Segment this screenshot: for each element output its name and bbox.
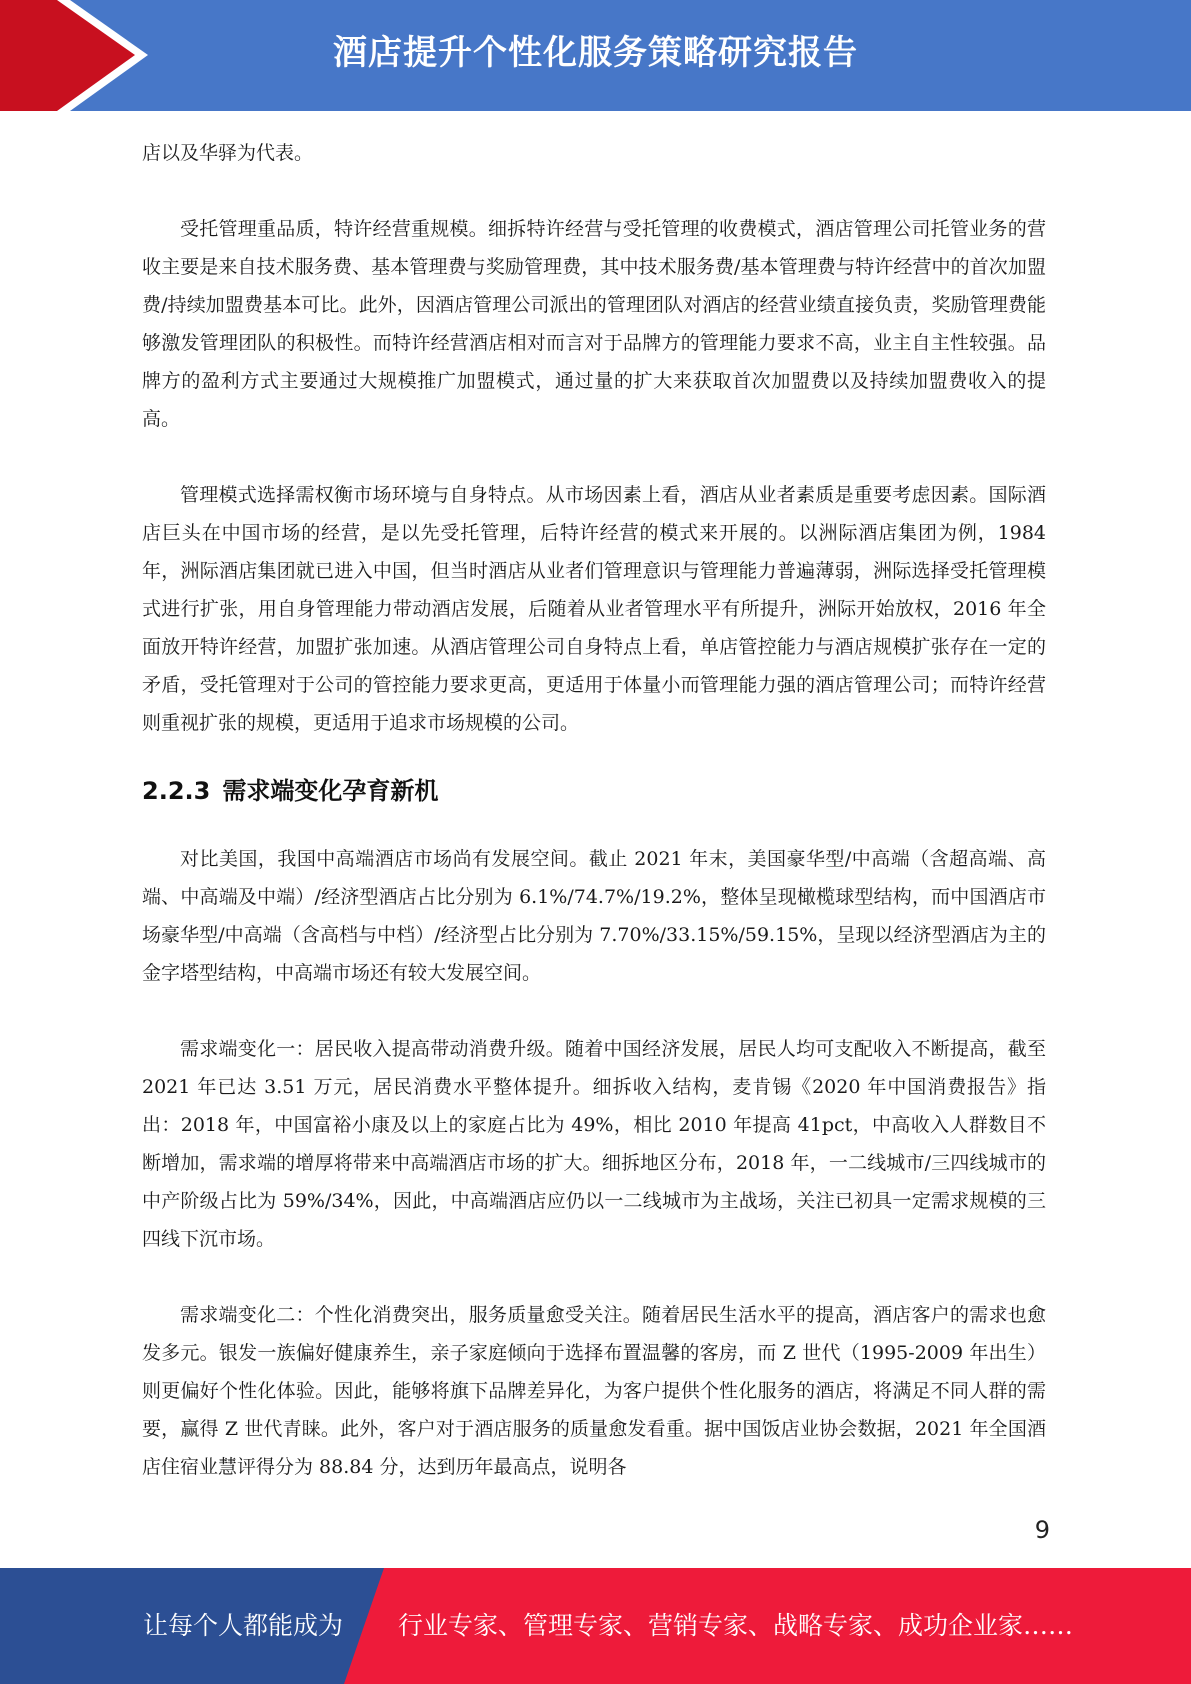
page-content: [142, 134, 1046, 1486]
paragraph: 需求端变化一：居民收入提高带动消费升级。随着中国经济发展，居民人均可支配收入不断提高，截至 2021 年已达 3.51 万元，居民消费水平整体提升。细拆收入结构，麦肯锡《2020 年中国消费报告》指出：2018 年，中国富裕小康及以上的家庭占比为 49%，相比 2010 年提高 41pct，中高收入人群数目不断增加，需求端的增厚将带来中高端酒店市场的扩大。细拆地区分布，2018 年，一二线城市/三四线城市的中产阶级占比为 59%/34%，因此，中高端酒店应仍以一二线城市为主战场，关注已初具一定需求规模的三四线下沉市场。: [142, 1038, 1046, 1250]
paragraph: 需求端变化二：个性化消费突出，服务质量愈受关注。随着居民生活水平的提高，酒店客户的需求也愈发多元。银发一族偏好健康养生，亲子家庭倾向于选择布置温馨的客房，而 Z 世代（1995-2009 年出生）则更偏好个性化体验。因此，能够将旗下品牌差异化，为客户提供个性化服务的酒店，将满足不同人群的需要，赢得 Z 世代青睐。此外，客户对于酒店服务的质量愈发看重。据中国饭店业协会数据，2021 年全国酒店住宿业慧评得分为 88.84 分，达到历年最高点，说明各: [142, 1304, 1046, 1478]
header-title: 酒店提升个性化服务策略研究报告: [333, 33, 858, 73]
paragraph: 管理模式选择需权衡市场环境与自身特点。从市场因素上看，酒店从业者素质是重要考虑因素。国际酒店巨头在中国市场的经营，是以先受托管理，后特许经营的模式来开展的。以洲际酒店集团为例，1984 年，洲际酒店集团就已进入中国，但当时酒店从业者们管理意识与管理能力普遍薄弱，洲际选择受托管理模式进行扩张，用自身管理能力带动酒店发展，后随着从业者管理水平有所提升，洲际开始放权，2016 年全面放开特许经营，加盟扩张加速。从酒店管理公司自身特点上看，单店管控能力与酒店规模扩张存在一定的矛盾，受托管理对于公司的管控能力要求更高，更适用于体量小而管理能力强的酒店管理公司；而特许经营则重视扩张的规模，更适用于追求市场规模的公司。: [142, 484, 1046, 734]
paragraph: 受托管理重品质，特许经营重规模。细拆特许经营与受托管理的收费模式，酒店管理公司托管业务的营收主要是来自技术服务费、基本管理费与奖励管理费，其中技术服务费/基本管理费与特许经营中的首次加盟费/持续加盟费基本可比。此外，因酒店管理公司派出的管理团队对酒店的经营业绩直接负责，奖励管理费能够激发管理团队的积极性。而特许经营酒店相对而言对于品牌方的管理能力要求不高，业主自主性较强。品牌方的盈利方式主要通过大规模推广加盟模式，通过量的扩大来获取首次加盟费以及持续加盟费收入的提高。: [142, 218, 1046, 430]
page-footer: [0, 1568, 1191, 1684]
paragraph: 对比美国，我国中高端酒店市场尚有发展空间。截止 2021 年末，美国豪华型/中高端（含超高端、高端、中高端及中端）/经济型酒店占比分别为 6.1%/74.7%/19.2%，整体呈现橄榄球型结构，而中国酒店市场豪华型/中高端（含高档与中档）/经济型占比分别为 7.70%/33.15%/59.15%，呈现以经济型酒店为主的金字塔型结构，中高端市场还有较大发展空间。: [142, 848, 1046, 984]
section-title: 需求端变化孕育新机: [222, 777, 439, 805]
footer-slogan-left: 让每个人都能成为: [143, 1611, 344, 1640]
section-number: 2.2.3: [142, 777, 211, 805]
page-number: 9: [1034, 1516, 1050, 1544]
page-header: [0, 0, 1191, 111]
section-heading: [142, 772, 1046, 810]
footer-slogan-right: 行业专家、管理专家、营销专家、战略专家、成功企业家……: [398, 1611, 1074, 1640]
paragraph-continued: 店以及华驿为代表。: [142, 142, 314, 164]
